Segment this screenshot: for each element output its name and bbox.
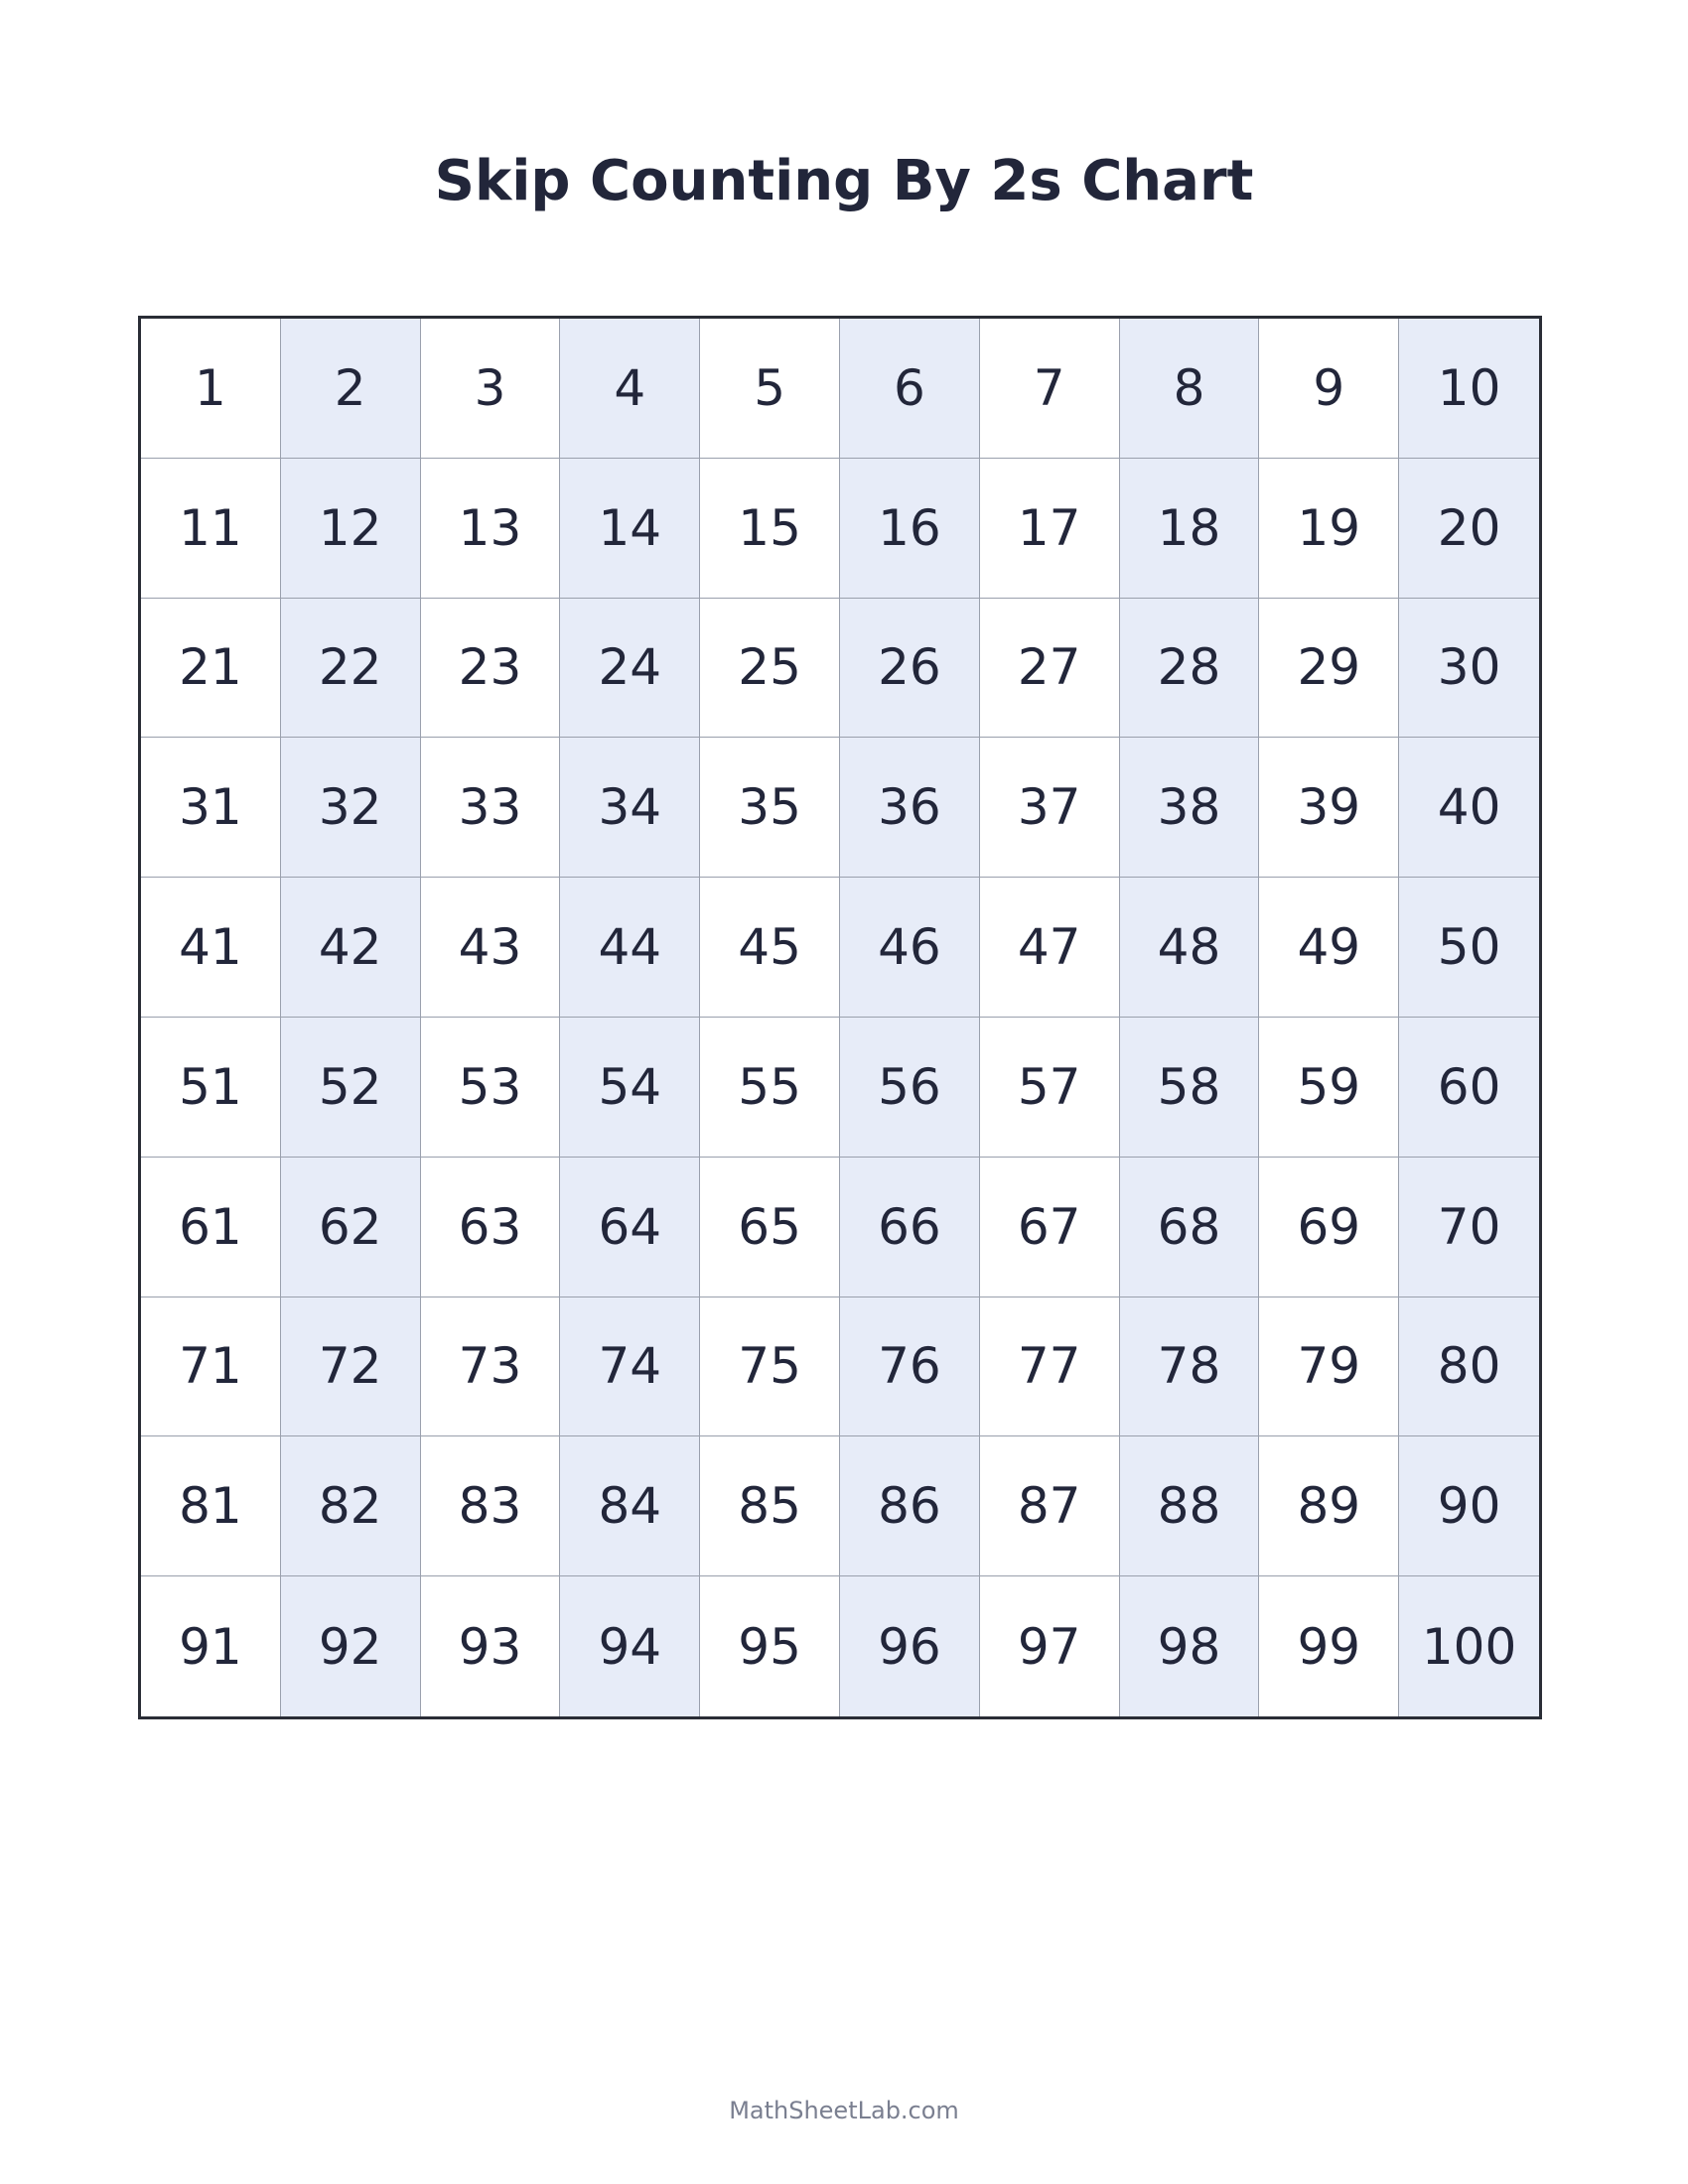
grid-cell: 45: [700, 878, 840, 1018]
grid-cell: 80: [1399, 1297, 1539, 1437]
grid-cell: 86: [840, 1436, 980, 1576]
grid-cell: 100: [1399, 1576, 1539, 1716]
grid-cell: 4: [560, 319, 700, 459]
grid-cell: 6: [840, 319, 980, 459]
grid-cell: 78: [1120, 1297, 1260, 1437]
grid-cell: 88: [1120, 1436, 1260, 1576]
grid-cell: 98: [1120, 1576, 1260, 1716]
grid-cell: 13: [421, 459, 561, 599]
grid-cell: 2: [281, 319, 421, 459]
grid-cell: 7: [980, 319, 1120, 459]
grid-cell: 63: [421, 1158, 561, 1297]
grid-cell: 96: [840, 1576, 980, 1716]
grid-cell: 39: [1259, 738, 1399, 878]
grid-cell: 83: [421, 1436, 561, 1576]
grid-cell: 28: [1120, 599, 1260, 739]
grid-cell: 77: [980, 1297, 1120, 1437]
grid-cell: 14: [560, 459, 700, 599]
grid-cell: 85: [700, 1436, 840, 1576]
grid-cell: 94: [560, 1576, 700, 1716]
grid-cell: 54: [560, 1018, 700, 1158]
grid-cell: 82: [281, 1436, 421, 1576]
grid-cell: 50: [1399, 878, 1539, 1018]
grid-cell: 8: [1120, 319, 1260, 459]
grid-cell: 71: [141, 1297, 281, 1437]
grid-cell: 76: [840, 1297, 980, 1437]
grid-cell: 89: [1259, 1436, 1399, 1576]
grid-cell: 53: [421, 1018, 561, 1158]
grid-cell: 33: [421, 738, 561, 878]
grid-cell: 1: [141, 319, 281, 459]
grid-cell: 10: [1399, 319, 1539, 459]
grid-cell: 74: [560, 1297, 700, 1437]
grid-cell: 17: [980, 459, 1120, 599]
grid-cell: 38: [1120, 738, 1260, 878]
grid-cell: 81: [141, 1436, 281, 1576]
grid-cell: 57: [980, 1018, 1120, 1158]
grid-cell: 72: [281, 1297, 421, 1437]
grid-cell: 44: [560, 878, 700, 1018]
grid-cell: 21: [141, 599, 281, 739]
grid-cell: 31: [141, 738, 281, 878]
grid-cell: 27: [980, 599, 1120, 739]
grid-cell: 73: [421, 1297, 561, 1437]
grid-cell: 55: [700, 1018, 840, 1158]
grid-cell: 5: [700, 319, 840, 459]
grid-cell: 61: [141, 1158, 281, 1297]
grid-cell: 9: [1259, 319, 1399, 459]
grid-cell: 52: [281, 1018, 421, 1158]
grid-cell: 64: [560, 1158, 700, 1297]
grid-cell: 42: [281, 878, 421, 1018]
grid-cell: 87: [980, 1436, 1120, 1576]
grid-cell: 47: [980, 878, 1120, 1018]
grid-cell: 69: [1259, 1158, 1399, 1297]
grid-cell: 65: [700, 1158, 840, 1297]
grid-cell: 99: [1259, 1576, 1399, 1716]
grid-cell: 91: [141, 1576, 281, 1716]
page-title: Skip Counting By 2s Chart: [434, 149, 1254, 213]
grid-cell: 56: [840, 1018, 980, 1158]
grid-cell: 34: [560, 738, 700, 878]
grid-cell: 59: [1259, 1018, 1399, 1158]
hundreds-chart-grid: [138, 316, 1542, 1719]
grid-cell: 3: [421, 319, 561, 459]
grid-cell: 97: [980, 1576, 1120, 1716]
grid-cell: 84: [560, 1436, 700, 1576]
grid-cell: 92: [281, 1576, 421, 1716]
grid-cell: 26: [840, 599, 980, 739]
grid-cell: 58: [1120, 1018, 1260, 1158]
grid-cell: 15: [700, 459, 840, 599]
grid-cell: 49: [1259, 878, 1399, 1018]
grid-cell: 36: [840, 738, 980, 878]
grid-cell: 41: [141, 878, 281, 1018]
grid-cell: 93: [421, 1576, 561, 1716]
grid-cell: 16: [840, 459, 980, 599]
grid-cell: 66: [840, 1158, 980, 1297]
grid-cell: 29: [1259, 599, 1399, 739]
grid-cell: 95: [700, 1576, 840, 1716]
grid-cell: 11: [141, 459, 281, 599]
grid-cell: 60: [1399, 1018, 1539, 1158]
grid-cell: 25: [700, 599, 840, 739]
grid-cell: 68: [1120, 1158, 1260, 1297]
grid-cell: 12: [281, 459, 421, 599]
grid-cell: 67: [980, 1158, 1120, 1297]
grid-cell: 18: [1120, 459, 1260, 599]
grid-cell: 70: [1399, 1158, 1539, 1297]
grid-cell: 32: [281, 738, 421, 878]
footer-site-name: MathSheetLab.com: [729, 2097, 959, 2124]
grid-cell: 35: [700, 738, 840, 878]
grid-cell: 30: [1399, 599, 1539, 739]
grid-cell: 37: [980, 738, 1120, 878]
grid-cell: 22: [281, 599, 421, 739]
grid-cell: 24: [560, 599, 700, 739]
grid-cell: 90: [1399, 1436, 1539, 1576]
grid-cell: 20: [1399, 459, 1539, 599]
grid-cell: 43: [421, 878, 561, 1018]
grid-cell: 79: [1259, 1297, 1399, 1437]
grid-cell: 48: [1120, 878, 1260, 1018]
grid-cell: 75: [700, 1297, 840, 1437]
grid-cell: 19: [1259, 459, 1399, 599]
grid-cell: 23: [421, 599, 561, 739]
grid-cell: 40: [1399, 738, 1539, 878]
grid-cell: 51: [141, 1018, 281, 1158]
grid-cell: 62: [281, 1158, 421, 1297]
grid-cell: 46: [840, 878, 980, 1018]
